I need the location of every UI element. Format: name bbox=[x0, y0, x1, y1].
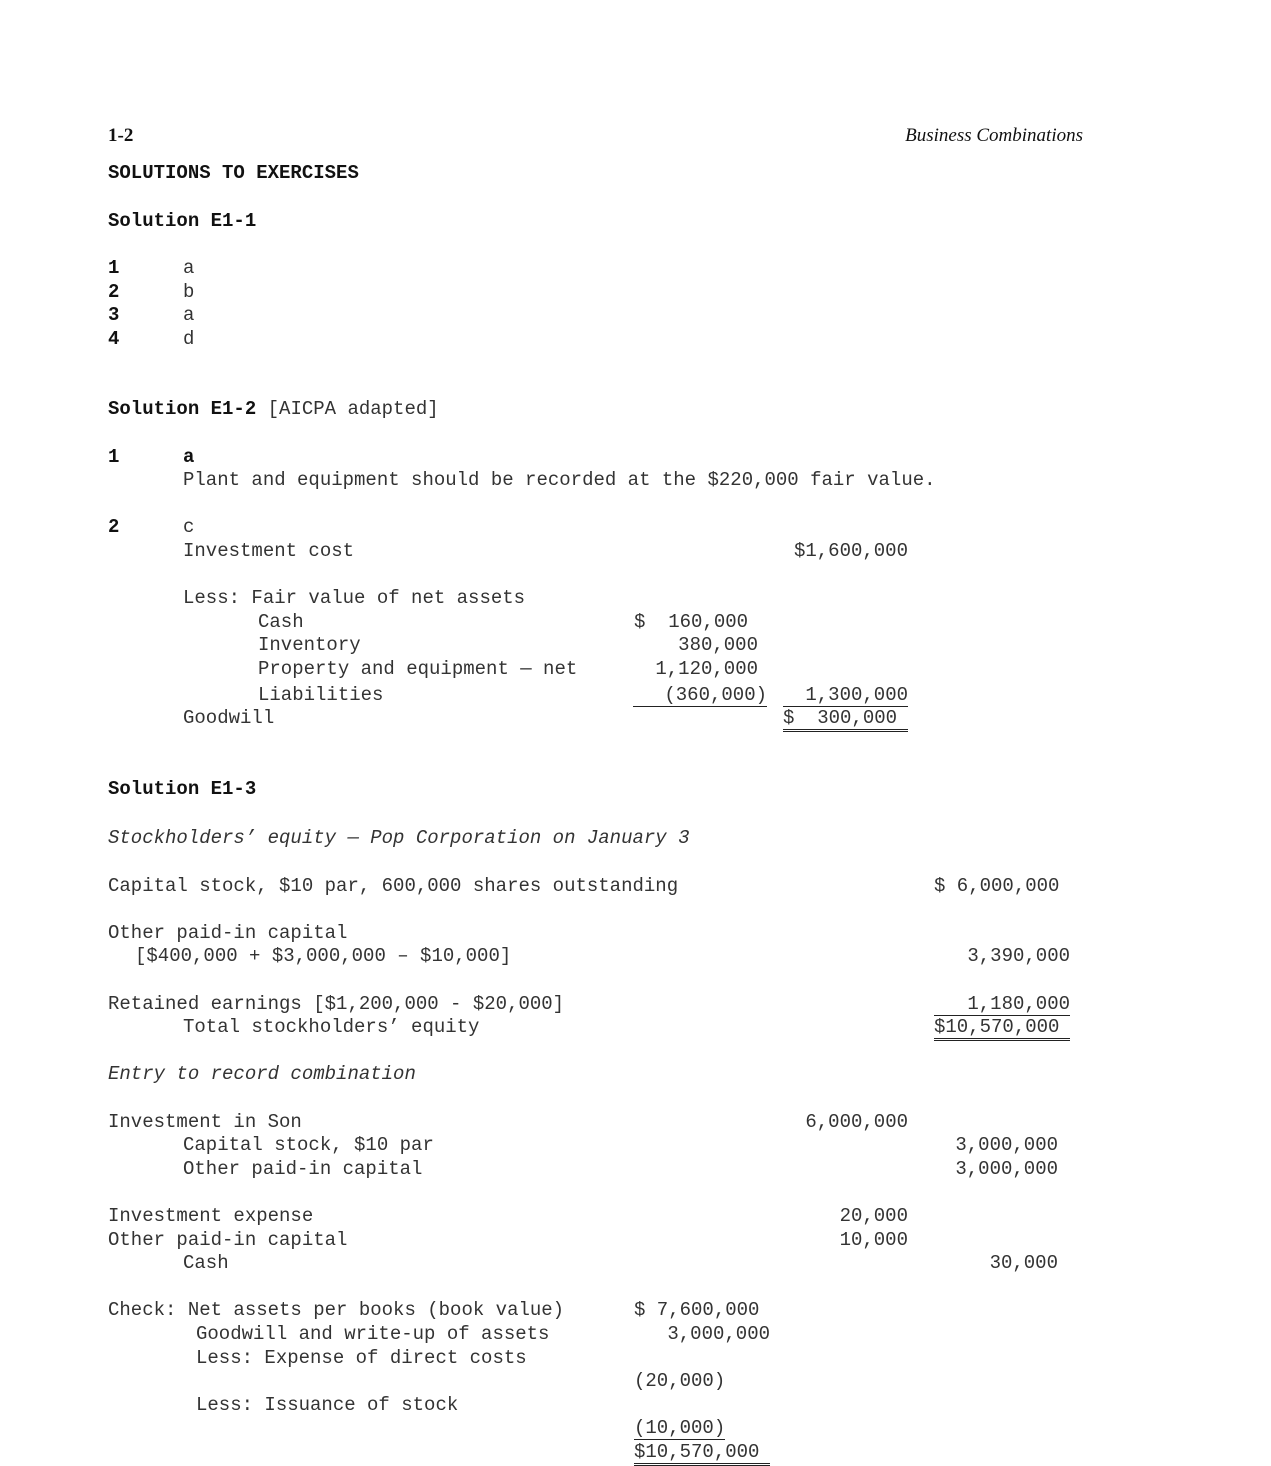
question-number: 1 bbox=[108, 446, 120, 468]
net-asset-value: 1,120,000 bbox=[655, 658, 758, 680]
net-asset-label: Liabilities bbox=[258, 684, 384, 706]
goodwill-value: $ 300,000 bbox=[783, 707, 908, 732]
debit-amount: 6,000,000 bbox=[805, 1111, 908, 1133]
capital-stock-value: $ 6,000,000 bbox=[934, 875, 1060, 897]
credit-account: Other paid-in capital bbox=[183, 1158, 423, 1180]
net-asset-value: 380,000 bbox=[678, 634, 758, 656]
credit-amount: 3,000,000 bbox=[955, 1134, 1058, 1156]
answer-number: 3 bbox=[108, 304, 120, 326]
check-value: (20,000) bbox=[634, 1370, 726, 1392]
credit-amount: 30,000 bbox=[989, 1252, 1058, 1274]
investment-cost-label: Investment cost bbox=[183, 540, 355, 562]
net-assets-total: 1,300,000 bbox=[783, 684, 908, 707]
check-value: 3,000,000 bbox=[667, 1323, 770, 1345]
check-value: $ 7,600,000 bbox=[634, 1299, 760, 1321]
answer-letter: a bbox=[183, 257, 195, 279]
answer-letter: a bbox=[183, 304, 195, 326]
net-asset-value: (360,000) bbox=[633, 684, 767, 707]
answer-letter: d bbox=[183, 328, 195, 350]
solution-e1-2-title: Solution E1-2 bbox=[108, 398, 257, 420]
answer-explanation: Plant and equipment should be recorded at the $220,000 fair value. bbox=[183, 469, 936, 491]
check-label: Goodwill and write-up of assets bbox=[196, 1323, 550, 1345]
chapter-title: Business Combinations bbox=[905, 125, 1083, 146]
check-total: $10,570,000 bbox=[634, 1441, 770, 1466]
check-label: Check: Net assets per books (book value) bbox=[108, 1299, 565, 1321]
equity-heading: Stockholders’ equity — Pop Corporation on January 3 bbox=[108, 827, 690, 849]
solution-e1-2-heading bbox=[108, 398, 439, 420]
answer-number: 4 bbox=[108, 328, 120, 350]
section-heading: SOLUTIONS TO EXERCISES bbox=[108, 162, 359, 184]
answer-letter: b bbox=[183, 281, 195, 303]
opic-label: Other paid-in capital bbox=[108, 922, 348, 944]
debit-amount: 10,000 bbox=[839, 1229, 908, 1251]
net-asset-label: Property and equipment — net bbox=[258, 658, 578, 680]
investment-cost-value: $1,600,000 bbox=[793, 540, 908, 562]
total-equity-value: $10,570,000 bbox=[934, 1016, 1070, 1041]
answer-letter: c bbox=[183, 516, 195, 538]
opic-detail: [$400,000 + $3,000,000 – $10,000] bbox=[135, 945, 512, 967]
debit-account: Other paid-in capital bbox=[108, 1229, 348, 1251]
net-asset-label: Cash bbox=[258, 611, 304, 633]
debit-account: Investment in Son bbox=[108, 1111, 302, 1133]
net-asset-label: Inventory bbox=[258, 634, 361, 656]
page-number: 1-2 bbox=[108, 125, 134, 146]
retained-earnings-value: 1,180,000 bbox=[934, 993, 1070, 1016]
total-equity-label: Total stockholders’ equity bbox=[183, 1016, 480, 1038]
fair-value-label: Less: Fair value of net assets bbox=[183, 587, 526, 609]
check-value bbox=[634, 1417, 725, 1439]
solution-e1-3-title: Solution E1-3 bbox=[108, 778, 257, 800]
check-label: Less: Issuance of stock bbox=[196, 1394, 459, 1416]
goodwill-label: Goodwill bbox=[183, 707, 275, 729]
check-label: Less: Expense of direct costs bbox=[196, 1347, 527, 1369]
debit-account: Investment expense bbox=[108, 1205, 314, 1227]
solution-e1-1-title: Solution E1-1 bbox=[108, 210, 257, 232]
answer-letter: a bbox=[183, 446, 195, 468]
debit-amount: 20,000 bbox=[839, 1205, 908, 1227]
credit-amount: 3,000,000 bbox=[955, 1158, 1058, 1180]
capital-stock-label: Capital stock, $10 par, 600,000 shares outstanding bbox=[108, 875, 679, 897]
credit-account: Capital stock, $10 par bbox=[183, 1134, 434, 1156]
solution-e1-2-source: [AICPA adapted] bbox=[267, 398, 439, 420]
answer-number: 2 bbox=[108, 281, 120, 303]
opic-value: 3,390,000 bbox=[967, 945, 1070, 967]
check-value-underlined: (10,000) bbox=[634, 1417, 726, 1439]
credit-account: Cash bbox=[183, 1252, 229, 1274]
entry-heading: Entry to record combination bbox=[108, 1063, 416, 1085]
retained-earnings-label: Retained earnings [$1,200,000 - $20,000] bbox=[108, 993, 565, 1015]
answer-number: 1 bbox=[108, 257, 120, 279]
net-asset-value: $ 160,000 bbox=[634, 611, 749, 633]
question-number: 2 bbox=[108, 516, 120, 538]
